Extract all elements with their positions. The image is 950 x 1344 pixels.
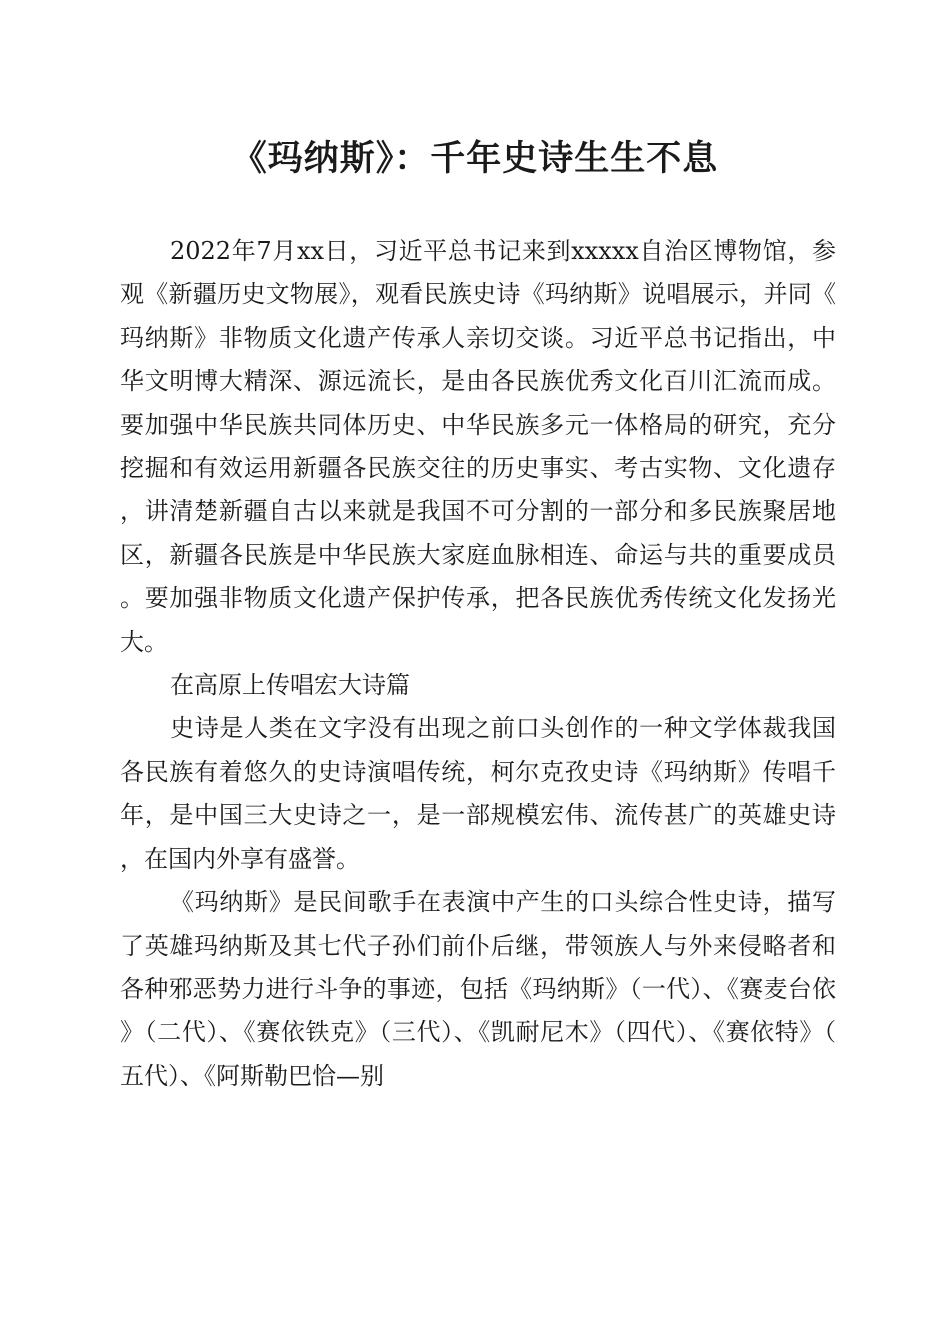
section-heading: 在高原上传唱宏大诗篇 xyxy=(170,671,410,700)
paragraph-epic-content: 《玛纳斯》是民间歌手在表演中产生的口头综合性史诗，描写了英雄玛纳斯及其七代子孙们前仆后继，带领族人与外来侵略者和各种邪恶势力进行斗争的事迹，包括《玛纳斯》（一代）、《赛麦台依》（二代）、《赛依铁克》（三代）、《凯耐尼木》（四代）、《赛依特》（五代）、《阿斯勒巴恰—别 xyxy=(120,888,836,1090)
document-body xyxy=(120,230,836,1098)
paragraph-intro: 2022年7月xx日，习近平总书记来到xxxxx自治区博物馆，参观《新疆历史文物展》，观看民族史诗《玛纳斯》说唱展示，并同《玛纳斯》非物质文化遗产传承人亲切交谈。习近平总书记指出，中华文明博大精深、源远流长，是由各民族优秀文化百川汇流而成。要加强中华民族共同体历史、中华民族多元一体格局的研究，充分挖掘和有效运用新疆各民族交往的历史事实、考古实物、文化遗存，讲清楚新疆自古以来就是我国不可分割的一部分和多民族聚居地区，新疆各民族是中华民族大家庭血脉相连、命运与共的重要成员。要加强非物质文化遗产保护传承，把各民族优秀传统文化发扬光大。 xyxy=(120,237,836,656)
page-title: 《玛纳斯》：千年史诗生生不息 xyxy=(231,139,719,179)
paragraph-epic-overview: 史诗是人类在文字没有出现之前口头创作的一种文学体裁我国各民族有着悠久的史诗演唱传统，柯尔克孜史诗《玛纳斯》传唱千年，是中国三大史诗之一，是一部规模宏伟、流传甚广的英雄史诗，在国内外享有盛誉。 xyxy=(120,714,836,873)
